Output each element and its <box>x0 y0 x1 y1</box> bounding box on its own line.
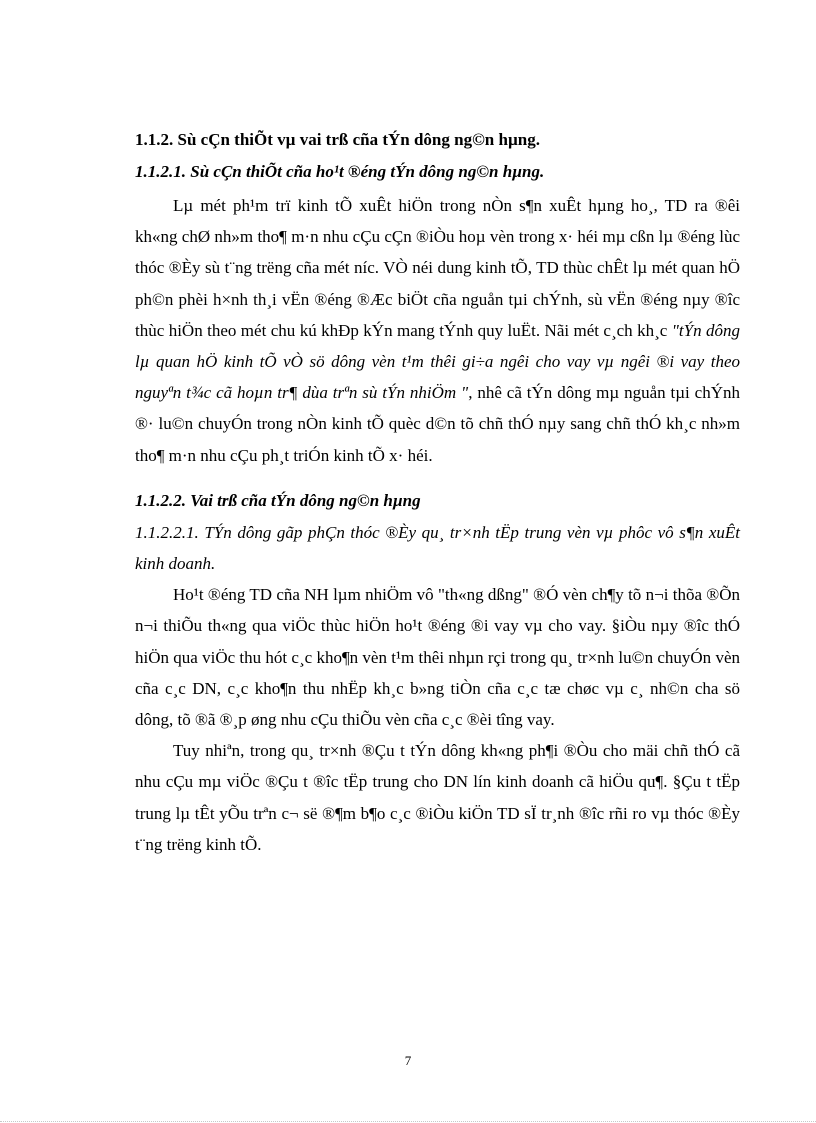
page-body <box>135 128 740 860</box>
credit-definition-quote: "tÝn dông lµ quan hÖ kinh tÕ vÒ sö dông vèn t¹m thêi gi÷a ngêi cho vay vµ ngêi ®i vay theo nguyªn t¾c cã hoµn tr¶ dùa trªn sù tÝn nhiÖm " <box>135 320 740 403</box>
paragraph-necessity-text-2: , nhê cã tÝn dông mµ nguån tµi chÝnh ®· lu©n chuyÓn trong nÒn kinh tÕ quèc d©n tõ chñ thÓ nµy sang chñ thÓ kh¸c nh»m tho¶ m·n nhu cÇu ph¸t triÓn kinh tÕ x· héi. <box>135 383 740 465</box>
section-heading-1-1-2: 1.1.2. Sù cÇn thiÕt vµ vai trß cña tÝn dông ng©n hµng. <box>135 130 540 149</box>
paragraph-necessity-text-1: Lµ mét ph¹m trï kinh tÕ xuÊt hiÖn trong nÒn s¶n xuÊt hµng ho¸, TD ra ®êi kh«ng chØ nh»m tho¶ m·n nhu cÇu cÇn ®iÒu hoµ vèn trong x· héi mµ cßn lµ ®éng lùc thóc ®Èy sù t¨ng trëng cña mét níc. VÒ néi dung kinh tÕ, TD thùc chÊt lµ mét quan hÖ ph©n phèi h×nh th¸i vËn ®éng ®Æc biÖt cña nguån tµi chÝnh, sù vËn ®éng nµy ®îc thùc hiÖn theo mét chu kú khÐp kÝn mang tÝnh quy luËt. Nãi mét c¸ch kh¸c <box>135 196 740 340</box>
page-bottom-divider <box>0 1121 816 1122</box>
subsection-heading-1-1-2-1: 1.1.2.1. Sù cÇn thiÕt cña ho¹t ®éng tÝn dông ng©n hµng. <box>135 162 545 181</box>
paragraph-necessity <box>135 190 740 471</box>
subsubsection-heading-1-1-2-2-1: 1.1.2.2.1. TÝn dông gãp phÇn thóc ®Èy qu¸ tr×nh tËp trung vèn vµ phôc vô s¶n xuÊt kinh doanh. <box>135 522 740 574</box>
paragraph-credit-activity: Ho¹t ®éng TD cña NH lµm nhiÖm vô "th«ng dßng" ®Ó vèn ch¶y tõ n¬i thõa ®Õn n¬i thiÕu th«ng qua viÖc thùc hiÖn ho¹t ®éng ®i vay vµ cho vay. §iÒu nµy ®îc thÓ hiÖn qua viÖc thu hót c¸c kho¶n vèn t¹m thêi nhµn rçi trong qu¸ tr×nh lu©n chuyÓn vèn cña c¸c DN, c¸c kho¶n thu nhËp kh¸c b»ng tiÒn cña c¸c tæ chøc vµ c¸ nh©n cha sö dông, tõ ®ã ®¸p øng nhu cÇu thiÕu vèn cña c¸c ®èi tîng vay. <box>135 585 740 730</box>
paragraph-investment: Tuy nhiªn, trong qu¸ tr×nh ®Çu t tÝn dông kh«ng ph¶i ®Òu cho mäi chñ thÓ cã nhu cÇu mµ viÖc ®Çu t ®îc tËp trung cho DN lín kinh doanh cã hiÖu qu¶. §Çu t tËp trung lµ tÊt yÕu trªn c¬ së ®¶m b¶o c¸c ®iÒu kiÖn TD sÏ tr¸nh ®îc rñi ro vµ thóc ®Èy t¨ng trëng kinh tÕ. <box>135 741 740 854</box>
subsection-heading-1-1-2-2: 1.1.2.2. Vai trß cña tÝn dông ng©n hµng <box>135 490 421 510</box>
page-number: 7 <box>404 1053 412 1068</box>
